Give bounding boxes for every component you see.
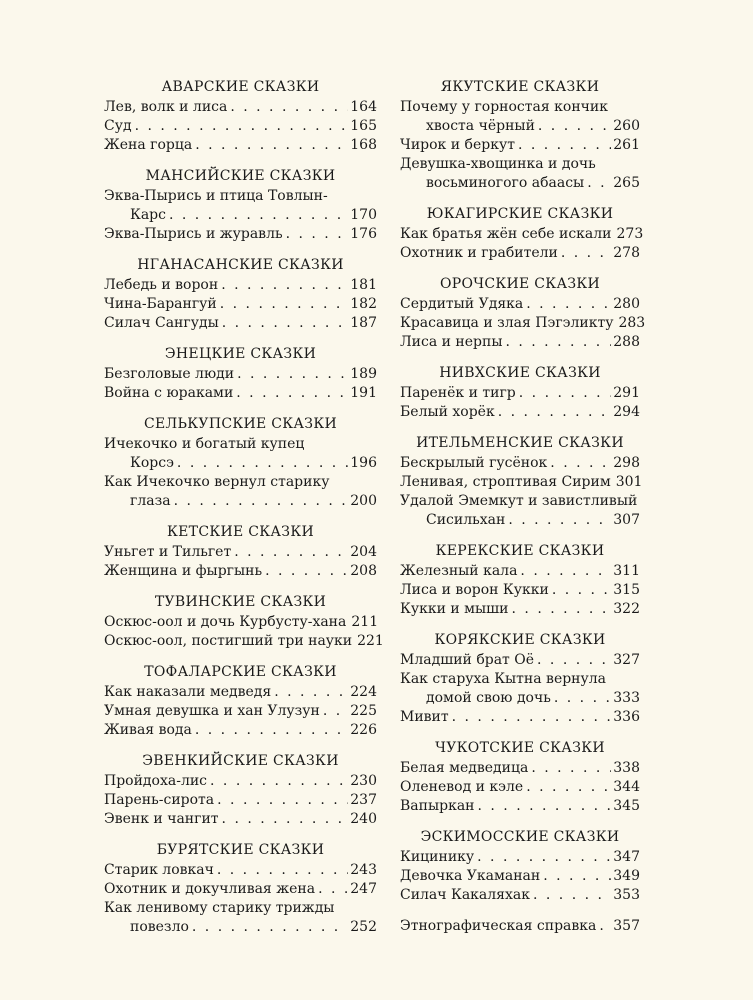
toc-entry-row xyxy=(400,174,640,193)
toc-leader-dots xyxy=(561,244,611,263)
section-heading: ЭНЕЦКИЕ СКАЗКИ xyxy=(164,346,317,362)
toc-section xyxy=(400,631,640,727)
toc-section xyxy=(104,256,377,333)
toc-leader-dots xyxy=(265,562,348,581)
toc-entry-row xyxy=(104,632,384,651)
toc-entry-title: Чирок и беркут xyxy=(400,137,515,153)
toc-entry-title: Эква-Пырись и журавль xyxy=(104,226,283,242)
toc-entry-title: Красавица и злая Пэгэликту xyxy=(400,315,614,331)
toc-page-number: 211 xyxy=(351,614,379,630)
toc-section xyxy=(104,663,377,740)
toc-entry-title: Оскюс-оол и дочь Курбусту-хана xyxy=(104,614,347,630)
toc-entry[interactable] xyxy=(104,187,377,225)
toc-left-column xyxy=(104,78,384,949)
toc-entry[interactable] xyxy=(400,581,640,600)
toc-page-number: 225 xyxy=(350,703,377,719)
toc-entry-row xyxy=(400,454,640,473)
toc-page-number: 176 xyxy=(350,226,377,242)
toc-page-number: 322 xyxy=(613,601,640,617)
toc-entry-row xyxy=(400,867,640,886)
section-heading: ЯКУТСКИЕ СКАЗКИ xyxy=(440,79,600,95)
toc-entry-row xyxy=(104,136,377,155)
section-heading: КЕТСКИЕ СКАЗКИ xyxy=(167,524,314,540)
toc-entry-row xyxy=(104,683,377,702)
toc-leader-dots xyxy=(234,543,348,562)
section-heading: ЭВЕНКИЙСКИЕ СКАЗКИ xyxy=(142,753,339,769)
toc-leader-dots xyxy=(599,917,611,936)
toc-leader-dots xyxy=(543,867,611,886)
toc-page-number: 273 xyxy=(616,226,644,242)
toc-leader-dots xyxy=(531,759,611,778)
toc-leader-dots xyxy=(526,778,611,797)
toc-page-number: 336 xyxy=(613,709,640,725)
toc-page-number: 353 xyxy=(613,887,640,903)
toc-entry-row xyxy=(400,689,640,708)
toc-entry[interactable] xyxy=(400,651,640,670)
toc-leader-dots xyxy=(318,880,348,899)
section-heading: НГАНАСАНСКИЕ СКАЗКИ xyxy=(137,257,344,273)
toc-page-number: 181 xyxy=(350,277,377,293)
toc-entry-title: Вапыркан xyxy=(400,798,475,814)
toc-entry[interactable] xyxy=(104,384,377,403)
toc-page-number: 200 xyxy=(350,493,377,509)
toc-entry-title: Суд xyxy=(104,118,132,134)
toc-entry[interactable] xyxy=(104,772,377,791)
toc-page-number: 315 xyxy=(613,582,640,598)
toc-entry[interactable] xyxy=(104,810,377,829)
toc-page-number: 288 xyxy=(613,334,640,350)
toc-entry-ethnographic-note[interactable] xyxy=(400,917,640,936)
toc-section xyxy=(400,78,640,193)
toc-page-number: 347 xyxy=(613,849,640,865)
toc-entry-row xyxy=(400,511,640,530)
toc-entry-row xyxy=(104,543,377,562)
toc-entry-row xyxy=(400,244,640,263)
toc-entry-title: Карс xyxy=(130,207,166,223)
toc-page-number: 168 xyxy=(350,137,377,153)
toc-entry-row xyxy=(104,562,377,581)
toc-leader-dots xyxy=(230,98,348,117)
toc-entry-title: Уньгет и Тильгет xyxy=(104,544,232,560)
toc-section xyxy=(104,523,377,581)
toc-page-number: 164 xyxy=(350,99,377,115)
toc-entry-row xyxy=(104,314,377,333)
toc-entry-title: Железный кала xyxy=(400,563,518,579)
toc-entry[interactable] xyxy=(400,473,643,492)
toc-entry[interactable] xyxy=(104,314,377,333)
section-heading: ТОФАЛАРСКИЕ СКАЗКИ xyxy=(144,664,337,680)
toc-entry-title: Оскюс-оол, постигший три науки xyxy=(104,633,353,649)
toc-leader-dots xyxy=(195,721,348,740)
toc-section xyxy=(104,415,377,511)
toc-entry[interactable] xyxy=(400,244,640,263)
toc-page-number: 298 xyxy=(613,455,640,471)
toc-leader-dots xyxy=(217,791,348,810)
toc-entry-row xyxy=(104,918,377,937)
toc-page-number: 301 xyxy=(615,474,643,490)
toc-entry-row xyxy=(400,136,640,155)
toc-page-number: 265 xyxy=(613,175,640,191)
toc-entry-title: Сердитый Удяка xyxy=(400,296,524,312)
toc-entry-title: Охотник и грабители xyxy=(400,245,558,261)
toc-entry-title-line: Как Ичекочко вернул старику xyxy=(104,474,330,490)
toc-page-number: 191 xyxy=(350,385,377,401)
toc-entry-row xyxy=(400,708,640,727)
toc-entry-title: Этнографическая справка xyxy=(400,918,597,934)
section-heading: ЧУКОТСКИЕ СКАЗКИ xyxy=(435,740,605,756)
toc-entry-title: Сисильхан xyxy=(426,512,506,528)
toc-leader-dots xyxy=(236,384,348,403)
toc-entry[interactable] xyxy=(104,295,377,314)
toc-section xyxy=(400,828,640,905)
toc-section xyxy=(104,167,377,244)
toc-leader-dots xyxy=(286,225,349,244)
toc-leader-dots xyxy=(195,136,348,155)
toc-page-number: 230 xyxy=(350,773,377,789)
toc-entry-title: Лебедь и ворон xyxy=(104,277,219,293)
toc-entry-row xyxy=(400,600,640,619)
toc-entry-row xyxy=(400,886,640,905)
section-heading: ЭСКИМОССКИЕ СКАЗКИ xyxy=(420,829,620,845)
toc-entry-title-line: Ичекочко и богатый купец xyxy=(104,436,305,452)
toc-entry[interactable] xyxy=(400,314,646,333)
toc-page-number: 311 xyxy=(613,563,640,579)
toc-leader-dots xyxy=(323,702,348,721)
toc-entry-title: Лев, волк и лиса xyxy=(104,99,228,115)
toc-entry-title: Белый хорёк xyxy=(400,404,495,420)
toc-page-number: 261 xyxy=(613,137,640,153)
toc-page-number: 187 xyxy=(350,315,377,331)
toc-entry[interactable] xyxy=(400,384,640,403)
toc-page-number: 357 xyxy=(613,918,640,934)
toc-page-number: 243 xyxy=(350,862,377,878)
toc-entry-title: Война с юраками xyxy=(104,385,234,401)
toc-entry[interactable] xyxy=(104,473,377,511)
toc-leader-dots xyxy=(518,136,611,155)
toc-section xyxy=(400,434,643,530)
toc-entry[interactable] xyxy=(400,295,640,314)
toc-entry[interactable] xyxy=(400,492,640,530)
toc-page-number: 260 xyxy=(613,118,640,134)
toc-leader-dots xyxy=(192,918,348,937)
toc-page-number: 204 xyxy=(350,544,377,560)
toc-leader-dots xyxy=(498,403,612,422)
toc-entry-row xyxy=(104,225,377,244)
toc-page-number: 327 xyxy=(613,652,640,668)
toc-entry[interactable] xyxy=(104,613,377,632)
toc-entry-row xyxy=(400,651,640,670)
toc-section xyxy=(104,752,377,829)
toc-leader-dots xyxy=(210,772,348,791)
toc-leader-dots xyxy=(587,174,611,193)
toc-entry-row xyxy=(400,778,640,797)
toc-page-number: 165 xyxy=(350,118,377,134)
toc-page-number: 278 xyxy=(613,245,640,261)
toc-entry-row xyxy=(104,206,377,225)
toc-entry-title: Мивит xyxy=(400,709,449,725)
toc-entry[interactable] xyxy=(400,136,640,155)
toc-entry[interactable] xyxy=(104,117,377,136)
toc-entry-title: Белая медведица xyxy=(400,760,529,776)
toc-section xyxy=(104,841,377,937)
toc-page-number: 338 xyxy=(613,760,640,776)
toc-leader-dots xyxy=(274,683,348,702)
toc-entry-title: Старик ловкач xyxy=(104,862,214,878)
toc-entry-row xyxy=(400,117,640,136)
toc-entry-title: Кукки и мыши xyxy=(400,601,509,617)
toc-section xyxy=(104,593,384,651)
toc-entry[interactable] xyxy=(104,276,377,295)
toc-page-number: 283 xyxy=(618,315,646,331)
section-heading: ИТЕЛЬМЕНСКИЕ СКАЗКИ xyxy=(416,435,624,451)
toc-entry-row xyxy=(104,613,377,632)
toc-entry-title: Охотник и докучливая жена xyxy=(104,881,316,897)
toc-entry[interactable] xyxy=(104,702,377,721)
toc-page-number: 226 xyxy=(350,722,377,738)
toc-leader-dots xyxy=(519,384,611,403)
toc-entry-title: Корсэ xyxy=(130,455,174,471)
toc-right-column xyxy=(400,78,646,936)
toc-entry-title: Силач Сангуды xyxy=(104,315,219,331)
toc-section xyxy=(104,78,377,155)
toc-section xyxy=(400,364,640,422)
toc-leader-dots xyxy=(217,861,348,880)
section-heading: БУРЯТСКИЕ СКАЗКИ xyxy=(156,842,325,858)
section-heading: МАНСИЙСКИЕ СКАЗКИ xyxy=(145,168,336,184)
toc-entry-title: Младший брат Оё xyxy=(400,652,535,668)
toc-entry-row xyxy=(104,295,377,314)
toc-entry-row xyxy=(104,365,377,384)
toc-entry-title: домой свою дочь xyxy=(426,690,551,706)
toc-entry-row xyxy=(400,333,640,352)
toc-entry[interactable] xyxy=(104,632,384,651)
toc-leader-dots xyxy=(512,600,612,619)
toc-entry[interactable] xyxy=(400,333,640,352)
toc-entry-title: Лиса и ворон Кукки xyxy=(400,582,549,598)
toc-section xyxy=(400,275,646,352)
section-heading: АВАРСКИЕ СКАЗКИ xyxy=(161,79,320,95)
toc-entry[interactable] xyxy=(104,721,377,740)
toc-entry[interactable] xyxy=(104,435,377,473)
toc-leader-dots xyxy=(222,314,349,333)
toc-entry-row xyxy=(104,276,377,295)
toc-entry-row xyxy=(104,454,377,473)
toc-leader-dots xyxy=(222,810,349,829)
toc-entry-row xyxy=(400,848,640,867)
toc-entry[interactable] xyxy=(400,454,640,473)
toc-page-number: 247 xyxy=(350,881,377,897)
toc-leader-dots xyxy=(538,117,611,136)
toc-entry[interactable] xyxy=(400,403,640,422)
toc-leader-dots xyxy=(221,276,348,295)
toc-page-number: 252 xyxy=(350,919,377,935)
toc-entry-title: Пройдоха-лис xyxy=(104,773,208,789)
toc-entry[interactable] xyxy=(400,670,640,708)
toc-entry[interactable] xyxy=(400,98,640,136)
toc-leader-dots xyxy=(169,206,348,225)
toc-entry-row xyxy=(104,492,377,511)
toc-entry[interactable] xyxy=(104,899,377,937)
toc-page-number: 224 xyxy=(350,684,377,700)
toc-entry-row xyxy=(400,797,640,816)
toc-page-number: 189 xyxy=(350,366,377,382)
toc-entry-title-line: Как старуха Кытна вернула xyxy=(400,671,606,687)
section-heading: ОРОЧСКИЕ СКАЗКИ xyxy=(439,276,601,292)
toc-entry-row xyxy=(400,917,640,936)
toc-entry-title: Паренёк и тигр xyxy=(400,385,516,401)
toc-entry-title: Как наказали медведя xyxy=(104,684,272,700)
toc-leader-dots xyxy=(174,492,349,511)
toc-entry-title: повезло xyxy=(130,919,189,935)
toc-entry-row xyxy=(104,384,377,403)
toc-entry-title: Женщина и фыргынь xyxy=(104,563,263,579)
toc-entry-title: Силач Какаляхак xyxy=(400,887,530,903)
section-heading: ЮКАГИРСКИЕ СКАЗКИ xyxy=(426,206,614,222)
toc-page-number: 182 xyxy=(350,296,377,312)
toc-entry-title-line: Эква-Пырись и птица Товлын- xyxy=(104,188,328,204)
toc-leader-dots xyxy=(177,454,348,473)
toc-leader-dots xyxy=(537,651,611,670)
section-heading: СЕЛЬКУПСКИЕ СКАЗКИ xyxy=(144,416,337,432)
toc-entry-row xyxy=(400,759,640,778)
toc-entry[interactable] xyxy=(400,797,640,816)
toc-entry[interactable] xyxy=(400,562,640,581)
toc-entry-title: хвоста чёрный xyxy=(426,118,535,134)
toc-leader-dots xyxy=(478,797,612,816)
toc-entry[interactable] xyxy=(400,708,640,727)
toc-page-number: 333 xyxy=(613,690,640,706)
toc-entry[interactable] xyxy=(400,886,640,905)
toc-entry-title: Парень-сирота xyxy=(104,792,215,808)
toc-entry-title-line: Почему у горностая кончик xyxy=(400,99,608,115)
toc-entry[interactable] xyxy=(104,683,377,702)
toc-leader-dots xyxy=(526,295,611,314)
toc-page-number: 294 xyxy=(613,404,640,420)
toc-page-number: 280 xyxy=(613,296,640,312)
toc-page-number: 208 xyxy=(350,563,377,579)
toc-entry-row xyxy=(400,403,640,422)
toc-entry[interactable] xyxy=(104,98,377,117)
toc-entry-row xyxy=(400,384,640,403)
toc-page-number: 240 xyxy=(350,811,377,827)
toc-entry-row xyxy=(104,702,377,721)
toc-entry-title: Безголовые люди xyxy=(104,366,235,382)
toc-entry-row xyxy=(104,880,377,899)
toc-entry-title-line: Девушка-хвощинка и дочь xyxy=(400,156,596,172)
toc-leader-dots xyxy=(520,562,611,581)
toc-entry[interactable] xyxy=(104,791,377,810)
toc-page-number: 221 xyxy=(357,633,384,649)
toc-leader-dots xyxy=(452,708,612,727)
toc-entry[interactable] xyxy=(104,365,377,384)
toc-entry-row xyxy=(104,861,377,880)
section-heading: ТУВИНСКИЕ СКАЗКИ xyxy=(154,594,327,610)
toc-entry[interactable] xyxy=(400,759,640,778)
toc-entry-title: Оленевод и кэле xyxy=(400,779,524,795)
toc-entry-title-line: Как ленивому старику трижды xyxy=(104,900,335,916)
toc-entry[interactable] xyxy=(400,778,640,797)
toc-entry[interactable] xyxy=(400,848,640,867)
toc-page-number: 237 xyxy=(350,792,377,808)
toc-entry-row xyxy=(104,772,377,791)
section-heading: НИВХСКИЕ СКАЗКИ xyxy=(439,365,601,381)
toc-entry[interactable] xyxy=(104,136,377,155)
toc-leader-dots xyxy=(533,886,611,905)
toc-entry-title: Кицинику xyxy=(400,849,475,865)
toc-page-number: 196 xyxy=(350,455,377,471)
toc-entry[interactable] xyxy=(400,867,640,886)
toc-entry-row xyxy=(400,295,640,314)
toc-entry[interactable] xyxy=(104,880,377,899)
section-heading: КОРЯКСКИЕ СКАЗКИ xyxy=(434,632,606,648)
toc-entry[interactable] xyxy=(400,155,640,193)
toc-entry-title: Ленивая, строптивая Сирим xyxy=(400,474,611,490)
toc-entry-row xyxy=(400,225,644,244)
toc-entry-title: Девочка Укаманан xyxy=(400,868,541,884)
toc-page-number: 170 xyxy=(350,207,377,223)
toc-entry-title: Эвенк и чангит xyxy=(104,811,219,827)
toc-entry-title: Лиса и нерпы xyxy=(400,334,503,350)
toc-entry-row xyxy=(400,473,643,492)
toc-entry-row xyxy=(104,721,377,740)
toc-entry-row xyxy=(400,314,646,333)
toc-entry-title: Бескрылый гусёнок xyxy=(400,455,548,471)
toc-page-number: 349 xyxy=(613,868,640,884)
toc-entry-title: Живая вода xyxy=(104,722,192,738)
toc-entry-title: Жена горца xyxy=(104,137,193,153)
section-heading: КЕРЕКСКИЕ СКАЗКИ xyxy=(435,543,605,559)
toc-leader-dots xyxy=(505,333,611,352)
toc-entry-title: Как братья жён себе искали xyxy=(400,226,612,242)
toc-leader-dots xyxy=(477,848,611,867)
toc-page-number: 344 xyxy=(613,779,640,795)
toc-entry-row xyxy=(104,791,377,810)
toc-entry-row xyxy=(104,117,377,136)
toc-entry-title: восьминогого абаасы xyxy=(426,175,585,191)
toc-page-number: 345 xyxy=(613,798,640,814)
toc-entry[interactable] xyxy=(104,543,377,562)
toc-page-number: 307 xyxy=(613,512,640,528)
toc-entry-title: Умная девушка и хан Улузун xyxy=(104,703,320,719)
toc-section xyxy=(400,205,644,263)
toc-page-number: 291 xyxy=(613,385,640,401)
toc-entry-title: глаза xyxy=(130,493,171,509)
toc-entry[interactable] xyxy=(400,600,640,619)
toc-section xyxy=(400,542,640,619)
toc-entry-title: Чина-Барангуй xyxy=(104,296,217,312)
toc-entry-title-line: Удалой Эмемкут и завистливый xyxy=(400,493,638,509)
toc-section xyxy=(104,345,377,403)
toc-entry-row xyxy=(104,810,377,829)
toc-leader-dots xyxy=(550,454,611,473)
toc-entry-row xyxy=(400,581,640,600)
toc-entry-row xyxy=(400,562,640,581)
toc-leader-dots xyxy=(552,581,611,600)
toc-leader-dots xyxy=(135,117,349,136)
toc-section xyxy=(400,739,640,816)
toc-entry[interactable] xyxy=(400,225,644,244)
toc-entry[interactable] xyxy=(104,861,377,880)
toc-entry[interactable] xyxy=(104,562,377,581)
toc-leader-dots xyxy=(554,689,611,708)
toc-leader-dots xyxy=(237,365,348,384)
toc-entry-row xyxy=(104,98,377,117)
toc-leader-dots xyxy=(220,295,349,314)
toc-entry[interactable] xyxy=(104,225,377,244)
toc-leader-dots xyxy=(508,511,611,530)
